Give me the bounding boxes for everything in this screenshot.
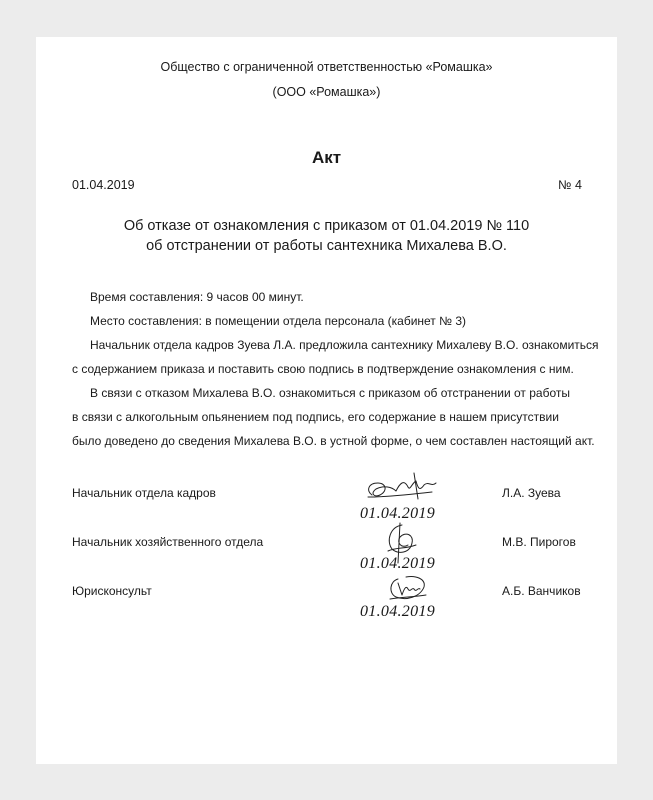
handwritten-signature <box>384 571 430 605</box>
signature-date: 01.04.2019 <box>360 555 435 572</box>
paragraph-2-line-3: было доведено до сведения Михалева В.О. в устной форме, о чем составлен настоящий акт. <box>72 434 595 448</box>
handwritten-signature <box>362 469 442 509</box>
document-page <box>36 37 617 764</box>
compilation-time: Время составления: 9 часов 00 минут. <box>90 290 304 304</box>
signatory-role: Юрисконсульт <box>72 584 152 598</box>
signatory-name: А.Б. Ванчиков <box>502 584 581 598</box>
paragraph-1-line-1: Начальник отдела кадров Зуева Л.А. предложила сантехнику Михалеву В.О. ознакомиться <box>90 338 599 352</box>
document-date: 01.04.2019 <box>72 178 135 192</box>
paragraph-1-line-2: с содержанием приказа и поставить свою подпись в подтверждение ознакомления с ним. <box>72 362 574 376</box>
paragraph-2-line-2: в связи с алкогольным опьянением под подпись, его содержание в нашем присутствии <box>72 410 559 424</box>
signature-date: 01.04.2019 <box>360 505 435 522</box>
subject-line-2: об отстранении от работы сантехника Михалева В.О. <box>146 238 507 254</box>
document-title: Акт <box>311 148 342 167</box>
document-number: № 4 <box>558 178 582 192</box>
signatory-role: Начальник отдела кадров <box>72 486 216 500</box>
signatory-name: Л.А. Зуева <box>502 486 561 500</box>
signatory-role: Начальник хозяйственного отдела <box>72 535 264 549</box>
signature-date: 01.04.2019 <box>360 603 435 620</box>
organization-short-name: (ООО «Ромашка») <box>272 85 381 99</box>
subject-line-1: Об отказе от ознакомления с приказом от 01.04.2019 № 110 <box>123 218 530 234</box>
paragraph-2-line-1: В связи с отказом Михалева В.О. ознакомиться с приказом об отстранении от работы <box>90 386 571 400</box>
compilation-place: Место составления: в помещении отдела персонала (кабинет № 3) <box>90 314 467 328</box>
signatory-name: М.В. Пирогов <box>502 535 576 549</box>
organization-full-name: Общество с ограниченной ответственностью «Ромашка» <box>160 60 493 74</box>
